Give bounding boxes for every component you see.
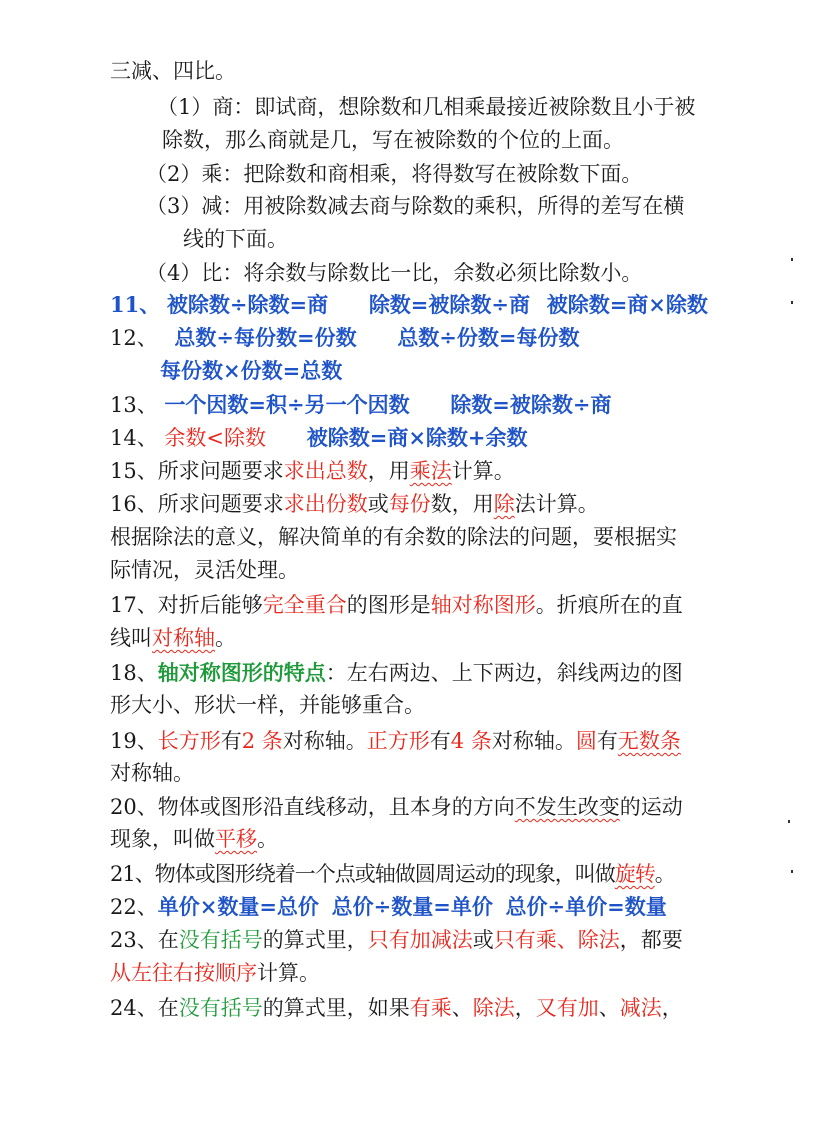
scan-speck <box>791 301 793 304</box>
paragraph-line <box>110 556 299 584</box>
keyword: 不发生改变 <box>514 795 620 819</box>
item-17-continuation <box>110 624 236 652</box>
item-number: 11、 <box>110 292 161 317</box>
text: 。折痕所在的直 <box>535 593 683 617</box>
line-text: 形大小、形状一样，并能够重合。 <box>110 693 425 717</box>
item-number: 19、 <box>110 729 158 753</box>
keyword: 只有加减法 <box>367 928 473 952</box>
formula: 总数÷份数=每份数 <box>397 325 580 350</box>
text: 有 <box>429 729 451 753</box>
line-text: （3）减：用被除数减去商与除数的乘积，所得的差写在横 <box>146 194 685 218</box>
formula: 除数=被除数÷商 <box>450 392 612 417</box>
text: 在 <box>157 996 179 1020</box>
line-text: 线的下面。 <box>183 227 288 251</box>
text: 对称轴。 <box>491 729 576 753</box>
item-15 <box>110 457 515 485</box>
item-number: 14、 <box>110 426 158 450</box>
keyword: 完全重合 <box>262 593 347 617</box>
text: 计算。 <box>257 961 320 985</box>
item-number: 22、 <box>110 895 158 919</box>
text: 现象，叫做 <box>110 827 215 851</box>
keyword: 2 条 <box>241 729 283 753</box>
line-text: （1）商：即试商，想除数和几相乘最接近被除数且小于被 <box>157 95 696 119</box>
text: 。 <box>654 862 675 886</box>
keyword: 乘法 <box>409 459 452 483</box>
text: 、 <box>598 996 620 1020</box>
item-12 <box>110 324 580 352</box>
item-number: 15、 <box>110 459 158 483</box>
text: 。 <box>215 626 236 650</box>
keyword: 4 条 <box>450 729 492 753</box>
scan-speck <box>788 820 790 823</box>
heading-line <box>110 57 236 85</box>
text: 物体或图形绕着一个点或轴做圆周运动的现象，叫做 <box>154 862 615 886</box>
item-18 <box>110 659 683 687</box>
text: 对折后能够 <box>157 593 263 617</box>
keyword: 每份 <box>388 492 431 516</box>
keyword: 除 <box>493 492 515 516</box>
item-12-continuation <box>160 357 342 385</box>
item-13 <box>110 391 612 419</box>
item-20-continuation <box>110 825 278 853</box>
keyword: 求出总数 <box>283 459 368 483</box>
keyword: 求出份数 <box>283 492 368 516</box>
paragraph-line <box>110 523 677 551</box>
keyword: 又有加 <box>535 996 599 1020</box>
text: 线叫 <box>110 626 152 650</box>
item-19 <box>110 727 681 755</box>
keyword: 圆 <box>575 729 597 753</box>
keyword: 正方形 <box>366 729 430 753</box>
formula: 总数÷每份数=份数 <box>174 325 357 350</box>
item-number: 13、 <box>110 393 158 417</box>
keyword: 没有括号 <box>178 928 263 952</box>
item-number: 20、 <box>110 795 158 819</box>
item-number: 16、 <box>110 492 158 516</box>
rule-text: 余数<除数 <box>164 426 267 450</box>
text: 的算式里， <box>262 928 368 952</box>
keyword: 没有括号 <box>178 996 263 1020</box>
formula: 一个因数=积÷另一个因数 <box>164 392 410 417</box>
step-1-line <box>157 93 695 121</box>
keyword: 除法 <box>472 996 515 1020</box>
text: 所求问题要求 <box>157 459 284 483</box>
item-23 <box>110 926 683 954</box>
text: 有 <box>596 729 618 753</box>
line-text: （2）乘：把除数和商相乘，将得数写在被除数下面。 <box>146 162 643 186</box>
keyword: 平移 <box>215 827 257 851</box>
line-text: 除数，那么商就是几，写在被除数的个位的上面。 <box>162 128 624 152</box>
text: 的图形是 <box>346 593 431 617</box>
keyword: 旋转 <box>614 862 655 886</box>
text: 、 <box>451 996 473 1020</box>
item-number: 12、 <box>110 326 158 350</box>
step-2-line <box>146 160 642 188</box>
item-16 <box>110 490 599 518</box>
step-3-continuation <box>183 225 288 253</box>
item-number: 24、 <box>110 996 158 1020</box>
line-text: （4）比：将余数与除数比一比，余数必须比除数小。 <box>146 261 643 285</box>
formula: 除数=被除数÷商 <box>368 292 531 317</box>
keyword: 只有乘、除法 <box>493 928 620 952</box>
text: ：左右两边、上下两边，斜线两边的图 <box>325 661 683 685</box>
formula: 被除数÷除数=商 <box>166 292 329 317</box>
item-21 <box>110 860 675 888</box>
text: 或 <box>472 928 494 952</box>
formula: 每份数×份数=总数 <box>160 358 343 383</box>
item-number: 21、 <box>110 862 155 886</box>
keyword: 减法 <box>619 996 662 1020</box>
item-11 <box>110 291 708 319</box>
item-20 <box>110 793 683 821</box>
item-17 <box>110 591 683 619</box>
line-text: 际情况，灵活处理。 <box>110 558 299 582</box>
text: ，都要 <box>619 928 683 952</box>
formula: 单价×数量=总价 <box>157 894 319 919</box>
keyword: 对称轴 <box>152 626 215 650</box>
scan-speck <box>791 870 793 873</box>
item-number: 17、 <box>110 593 158 617</box>
item-23-continuation <box>110 959 320 987</box>
text: 在 <box>157 928 179 952</box>
text: 或 <box>367 492 389 516</box>
keyword: 轴对称图形 <box>430 593 536 617</box>
step-1-continuation <box>162 126 624 154</box>
text: 对称轴。 <box>282 729 367 753</box>
text: 。 <box>257 827 278 851</box>
line-text: 对称轴。 <box>110 761 194 785</box>
formula: 被除数=商×除数 <box>546 292 708 317</box>
text: 法计算。 <box>514 492 599 516</box>
line-text: 三减、四比。 <box>110 59 236 83</box>
item-number: 23、 <box>110 928 158 952</box>
item-24 <box>110 994 683 1022</box>
step-4-line <box>146 259 642 287</box>
keyword: 有乘 <box>409 996 452 1020</box>
text: ， <box>514 996 536 1020</box>
formula: 被除数=商×除数+余数 <box>306 425 528 450</box>
step-3-line <box>146 192 684 220</box>
item-19-continuation <box>110 759 194 787</box>
item-22 <box>110 893 667 921</box>
keyword: 从左往右按顺序 <box>110 961 257 985</box>
text: 计算。 <box>451 459 515 483</box>
text: 数，用 <box>430 492 494 516</box>
line-text: 根据除法的意义，解决简单的有余数的除法的问题，要根据实 <box>110 525 677 549</box>
keyword: 轴对称图形的特点 <box>157 660 326 685</box>
item-14 <box>110 424 528 452</box>
text: ， <box>661 996 683 1020</box>
formula: 总价÷数量=单价 <box>331 894 493 919</box>
keyword: 长方形 <box>157 729 221 753</box>
text: 有 <box>220 729 242 753</box>
keyword: 无数条 <box>617 729 681 753</box>
text: 的算式里，如果 <box>262 996 410 1020</box>
text: ，用 <box>367 459 410 483</box>
text: 物体或图形沿直线移动，且本身的方向 <box>157 795 515 819</box>
text: 的运动 <box>619 795 683 819</box>
text: 所求问题要求 <box>157 492 284 516</box>
scan-speck <box>791 258 793 261</box>
formula: 总价÷单价=数量 <box>505 894 667 919</box>
item-18-continuation <box>110 691 425 719</box>
item-number: 18、 <box>110 661 158 685</box>
